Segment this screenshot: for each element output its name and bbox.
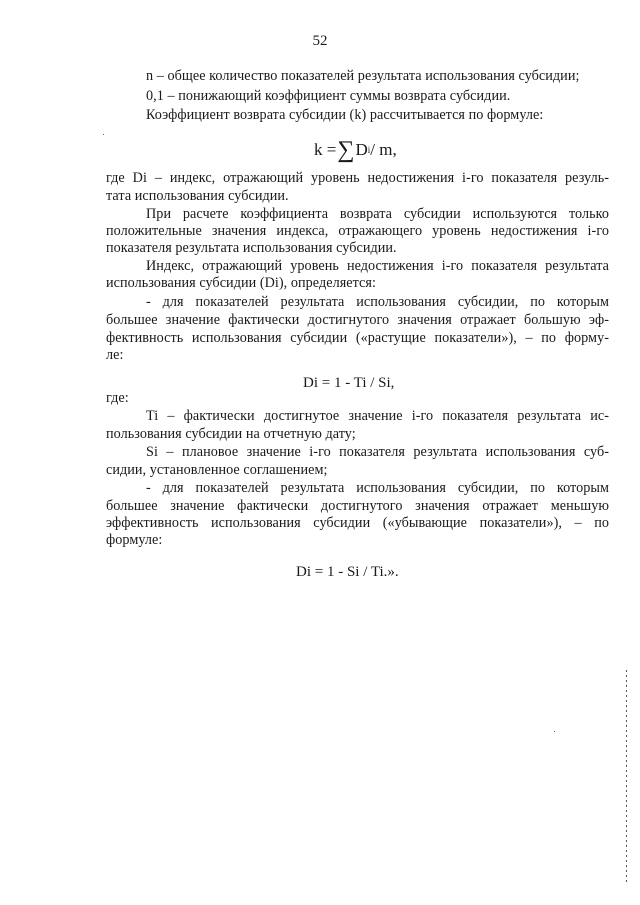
formula-k	[314, 137, 397, 163]
scan-speck	[103, 134, 104, 135]
scan-speck	[554, 731, 555, 732]
text-line: - для показателей результата использования субсидии, по которым	[146, 294, 609, 310]
text-line: показателя результата использования субсидии.	[106, 240, 397, 256]
text-line: где Di – индекс, отражающий уровень недостижения i-го показателя резуль-	[106, 170, 609, 186]
text-line: большее значение фактически достигнутого значения отражает меньшую	[106, 498, 609, 514]
text-line: использования субсидии (Di), определяется:	[106, 275, 376, 291]
text-line: Ti – фактически достигнутое значение i-го показателя результата ис-	[146, 408, 609, 424]
text-line: n – общее количество показателей результата использования субсидии;	[146, 68, 580, 84]
text-line: где:	[106, 390, 129, 406]
text-line: формуле:	[106, 532, 163, 548]
text-line: фективность использования субсидии («растущие показатели»), – по форму-	[106, 330, 609, 346]
formula-declining: Di = 1 - Si / Ti.».	[296, 564, 399, 580]
text-line: Si – плановое значение i-го показателя результата использования суб-	[146, 444, 609, 460]
text-line: При расчете коэффициента возврата субсидии используются только	[146, 206, 609, 222]
scan-edge-dots	[626, 670, 627, 885]
formula-k-rhs: / m,	[370, 140, 397, 159]
text-line: эффективность использования субсидии («убывающие показатели»), – по	[106, 515, 609, 531]
sigma-symbol: ∑	[337, 137, 355, 163]
text-line: сидии, установленное соглашением;	[106, 462, 328, 478]
text-line: Индекс, отражающий уровень недостижения i-го показателя результата	[146, 258, 609, 274]
formula-k-subscript: i	[367, 145, 371, 155]
formula-k-d: D	[355, 140, 368, 159]
text-line: большее значение фактически достигнутого значения отражает большую эф-	[106, 312, 609, 328]
text-line: пользования субсидии на отчетную дату;	[106, 426, 356, 442]
formula-growing: Di = 1 - Ti / Si,	[303, 375, 395, 391]
text-line: - для показателей результата использования субсидии, по которым	[146, 480, 609, 496]
text-line: Коэффициент возврата субсидии (k) рассчитывается по формуле:	[146, 107, 544, 123]
page-number: 52	[312, 33, 328, 49]
text-line: ле:	[106, 347, 124, 363]
text-line: 0,1 – понижающий коэффициент суммы возврата субсидии.	[146, 88, 511, 104]
text-line: тата использования субсидии.	[106, 188, 289, 204]
formula-k-lhs: k =	[314, 140, 337, 159]
text-line: положительные значения индекса, отражающего уровень недостижения i-го	[106, 223, 609, 239]
